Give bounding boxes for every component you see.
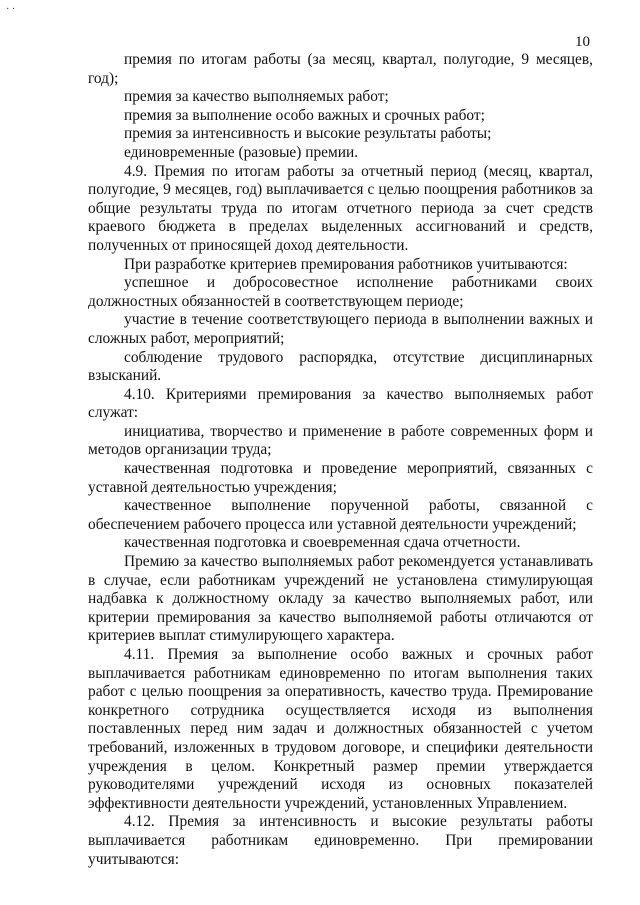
paragraph-bonus-intensity: премия за интенсивность и высокие результаты работы; — [124, 125, 492, 143]
page-number: 10 — [575, 34, 590, 50]
paragraph-bonus-onetime: единовременные (разовые) премии. — [124, 143, 359, 161]
paragraph-criteria-intro: При разработке критериев премирования работников учитываются: — [124, 255, 568, 273]
scan-marks: · · — [6, 4, 16, 15]
paragraph-bonus-urgent: премия за выполнение особо важных и срочных работ; — [124, 106, 485, 124]
paragraph-quality-reporting: качественная подготовка и своевременная сдача отчетности. — [124, 534, 521, 552]
paragraph-bonus-quality: премия за качество выполняемых работ; — [124, 88, 389, 106]
paragraph-section-4-11: 4.11. Премия за выполнение особо важных и срочных работ выплачивается работникам единовременно по итогам выполнения таких работ с целью поощрения за оперативность, качество труда. Премирование конкретного сотрудника осуществляется исходя из выполнения поставленных перед ним задач и должностных обязанностей с учетом требований, изложенных в трудовом договоре, и специфики деятельности учреждения в целом. Конкретный размер премии утверждается руководителями учреждений исходя из основных показателей эффективности деятельности учреждений, установленных Управлением. — [88, 646, 593, 812]
paragraph-quality-work: качественное выполнение порученной работы, связанной с обеспечением рабочего процесса или уставной деятельности учреждений; — [88, 497, 593, 533]
paragraph-section-4-12: 4.12. Премия за интенсивность и высокие результаты работы выплачивается работникам единовременно. При премировании учитываются: — [88, 813, 593, 868]
paragraph-quality-recommendation: Премию за качество выполняемых работ рекомендуется устанавливать в случае, если работникам учреждений не установлена стимулирующая надбавка к должностному окладу за качество выполняемых работ, или критерии премирования за качество выполняемой работы отличаются от критериев выплат стимулирующего характера. — [88, 553, 593, 645]
paragraph-criteria-duties: успешное и добросовестное исполнение работниками своих должностных обязанностей в соответствующем периоде; — [88, 274, 593, 310]
document-body — [88, 51, 593, 869]
paragraph-quality-events: качественная подготовка и проведение мероприятий, связанных с уставной деятельностью учреждения; — [88, 460, 593, 496]
paragraph-section-4-10: 4.10. Критериями премирования за качество выполняемых работ служат: — [88, 385, 593, 422]
paragraph-criteria-participation: участие в течение соответствующего периода в выполнении важных и сложных работ, мероприятий; — [88, 311, 593, 347]
paragraph-quality-initiative: инициатива, творчество и применение в работе современных форм и методов организации труда; — [88, 422, 593, 459]
paragraph-criteria-discipline: соблюдение трудового распорядка, отсутствие дисциплинарных взысканий. — [88, 348, 593, 385]
paragraph-bonus-period: премия по итогам работы (за месяц, квартал, полугодие, 9 месяцев, год); — [88, 51, 593, 87]
paragraph-section-4-9: 4.9. Премия по итогам работы за отчетный период (месяц, квартал, полугодие, 9 месяцев, год) выплачивается с целью поощрения работников за общие результаты труда по итогам отчетного периода за счет средств краевого бюджета в пределах выделенных ассигнований и средств, полученных от приносящей доход деятельности. — [88, 162, 593, 254]
